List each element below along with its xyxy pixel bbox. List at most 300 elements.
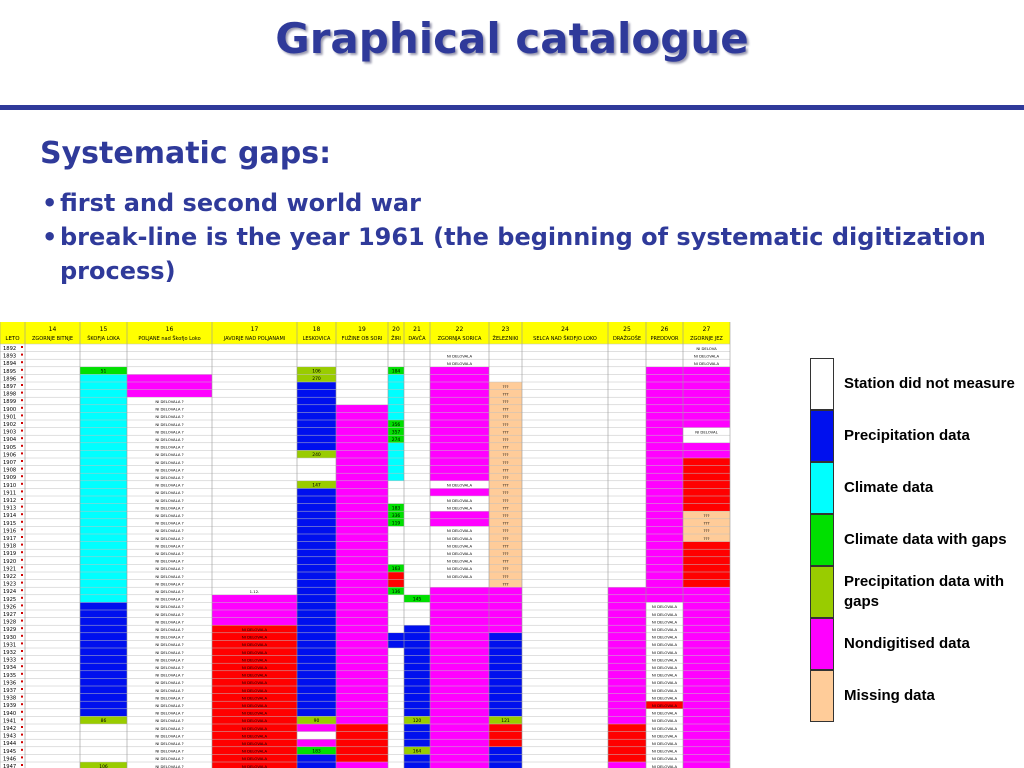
data-block-value: 164 — [412, 749, 422, 755]
year-label: 1900 — [3, 406, 17, 413]
cell-note: NI DELOVALA ? — [155, 718, 184, 724]
cell-note: NI DELOVALA — [241, 763, 268, 768]
cell-note: NI DELOVALA — [446, 361, 473, 366]
year-label: 1899 — [3, 399, 17, 406]
cell-note: ??? — [502, 414, 509, 420]
data-block-nondig — [297, 724, 336, 732]
cell-note: ??? — [502, 490, 509, 496]
data-block-value: 90 — [313, 719, 320, 725]
cell-note: NI DELOVALA ? — [155, 520, 184, 526]
data-block-nondig — [683, 587, 730, 716]
cell-note: NI DELOVALA — [446, 551, 473, 556]
data-block-red — [608, 724, 646, 762]
row-marker — [21, 376, 23, 378]
legend-swatch — [810, 618, 834, 670]
row-marker — [21, 498, 23, 500]
row-marker — [21, 445, 23, 447]
row-marker — [21, 468, 23, 470]
data-block-precip — [297, 754, 336, 768]
header-station-name: FUŽINE OB SORI — [341, 336, 383, 342]
cell-note: NI DELOVALA ? — [155, 467, 184, 473]
row-marker — [21, 756, 23, 758]
cell-note: NI DELOVALA ? — [155, 665, 184, 670]
legend-label: Climate data — [844, 479, 934, 496]
year-label: 1930 — [3, 634, 17, 641]
cell-note: NI DELOVALA — [651, 634, 678, 640]
year-label: 1929 — [3, 627, 17, 634]
row-marker — [21, 551, 23, 553]
cell-note: NI DELOVALA — [241, 687, 268, 693]
cell-note: ??? — [502, 383, 509, 389]
cell-note: NI DELOVALA — [651, 672, 678, 678]
row-marker — [21, 422, 23, 424]
cell-note: NI DELOVALA — [651, 710, 678, 716]
cell-note: NI DELOVA — [696, 345, 717, 351]
cell-note: NI DELOVALA ? — [155, 672, 184, 678]
cell-note: NI DELOVALA ? — [155, 703, 184, 708]
year-label: 1937 — [3, 688, 17, 694]
header-leto: LETO — [5, 336, 20, 342]
year-label: 1893 — [3, 353, 17, 360]
header-station-name: ŽIRI — [391, 336, 401, 342]
cell-note: ??? — [502, 581, 509, 587]
year-label: 1916 — [3, 528, 17, 535]
year-label: 1920 — [3, 558, 17, 565]
data-block-value: 106 — [99, 764, 108, 768]
year-label: 1919 — [3, 551, 17, 558]
data-block-value: 183 — [391, 506, 401, 512]
cell-note: 1.12. — [249, 589, 260, 594]
year-label: 1921 — [3, 566, 17, 573]
bullet-dot-icon: • — [42, 223, 58, 251]
cell-note: NI DELOVALA — [651, 665, 678, 670]
row-marker — [21, 749, 23, 751]
legend-swatch — [810, 670, 834, 722]
data-block-red — [683, 458, 730, 511]
cell-note: NI DELOVALA ? — [155, 581, 184, 587]
cell-note: NI DELOVALA ? — [155, 596, 184, 602]
cell-note: NI DELOVALA ? — [155, 528, 184, 534]
data-block-value: 106 — [312, 369, 321, 375]
year-label: 1898 — [3, 391, 17, 398]
header-station-name: LESKOVICA — [302, 336, 331, 342]
row-marker — [21, 536, 23, 538]
data-block-nondig — [430, 367, 489, 481]
year-label: 1943 — [3, 733, 17, 740]
row-marker — [21, 437, 23, 439]
data-block-value: 274 — [391, 438, 401, 443]
cell-note: NI DELOVALA — [651, 619, 678, 625]
cell-note: NI DELOVALA ? — [155, 475, 184, 480]
data-block-precip — [297, 382, 336, 450]
cell-note: ??? — [502, 399, 509, 404]
cell-note: NI DELOVALA ? — [155, 756, 184, 762]
cell-note: NI DELOVALA — [651, 642, 678, 648]
bullet-list — [42, 186, 1002, 288]
row-marker — [21, 764, 23, 766]
legend-label: Precipitation data with gaps — [844, 573, 1005, 610]
cell-note: NI DELOVALA — [651, 657, 678, 663]
data-block-nondig — [430, 488, 489, 496]
year-label: 1939 — [3, 703, 17, 710]
data-block-value: 336 — [391, 514, 401, 519]
cell-note: NI DELOVALA — [446, 528, 473, 534]
data-block-value: 163 — [391, 567, 401, 573]
cell-note: NI DELOVALA — [651, 604, 678, 610]
year-label: 1941 — [3, 718, 17, 725]
header-station-number: 21 — [413, 326, 421, 333]
row-marker — [21, 718, 23, 720]
cell-note: NI DELOVALA ? — [155, 399, 184, 404]
data-block-value: 120 — [412, 719, 422, 725]
bullet-item — [42, 186, 1002, 220]
header-station-number: 25 — [623, 326, 631, 333]
data-block-value: 357 — [391, 430, 401, 436]
data-block-value: 86 — [100, 719, 107, 725]
row-marker — [21, 635, 23, 637]
cell-note: NI DELOVALA — [651, 756, 678, 762]
cell-note: NI DELOVALA — [651, 703, 678, 708]
cell-note: NI DELOVALA ? — [155, 459, 184, 465]
row-marker — [21, 513, 23, 515]
year-label: 1927 — [3, 612, 17, 618]
year-label: 1910 — [3, 482, 17, 489]
cell-note: NI DELOVALA ? — [155, 406, 184, 412]
cell-note: NI DELOVALA ? — [155, 566, 184, 572]
year-label: 1933 — [3, 657, 17, 664]
cell-note: NI DELOVALA — [241, 710, 268, 716]
data-block-value: 121 — [501, 719, 510, 725]
section-heading: Systematic gaps: — [40, 136, 332, 171]
row-marker — [21, 711, 23, 713]
legend-swatch — [810, 514, 834, 566]
row-marker — [21, 726, 23, 728]
cell-note: NI DELOVALA ? — [155, 497, 184, 503]
data-block-value: 240 — [312, 453, 321, 459]
cell-note: NI DELOVALA ? — [155, 490, 184, 496]
year-label: 1894 — [3, 361, 17, 368]
cell-note: NI DELOVALA ? — [155, 733, 184, 739]
row-marker — [21, 452, 23, 454]
row-marker — [21, 506, 23, 508]
row-marker — [21, 407, 23, 409]
header-station-number: 14 — [48, 326, 57, 333]
cell-note: NI DELOVALA — [651, 695, 678, 701]
header-station-name: ŠKOFJA LOKA — [87, 336, 120, 342]
data-block-value: 147 — [312, 483, 321, 489]
legend-label: Missing data — [844, 687, 935, 704]
cell-note: ??? — [502, 513, 509, 518]
cell-note: NI DELOVALA — [651, 741, 678, 746]
row-marker — [21, 582, 23, 584]
row-marker — [21, 430, 23, 432]
cell-note: NI DELOVALA — [446, 353, 473, 359]
year-label: 1925 — [3, 596, 17, 603]
row-marker — [21, 521, 23, 523]
year-label: 1928 — [3, 619, 17, 626]
bullet-text: first and second world war — [60, 189, 421, 217]
cell-note: ??? — [502, 467, 509, 473]
cell-note: NI DELOVALA ? — [155, 551, 184, 556]
header-station-number: 27 — [702, 326, 711, 333]
cell-note: NI DELOVALA ? — [155, 589, 184, 594]
cell-note: NI DELOVALA ? — [155, 642, 184, 648]
header-station-number: 23 — [501, 326, 510, 333]
year-label: 1924 — [3, 589, 17, 596]
cell-note: NI DELOVALA ? — [155, 543, 184, 549]
data-block-nondig — [430, 587, 489, 768]
year-label: 1905 — [3, 444, 17, 451]
cell-note: NI DELOVAL — [695, 429, 718, 435]
row-marker — [21, 673, 23, 675]
cell-note: NI DELOVALA — [693, 361, 720, 366]
year-label: 1895 — [3, 368, 17, 375]
year-label: 1932 — [3, 650, 17, 656]
cell-note: NI DELOVALA — [651, 725, 678, 731]
cell-note: ??? — [502, 505, 509, 511]
cell-note: ??? — [703, 513, 710, 518]
header-station-name: SELCA NAD ŠKOFJO LOKO — [533, 336, 597, 342]
cell-note: NI DELOVALA ? — [155, 627, 184, 632]
year-label: 1917 — [3, 536, 17, 542]
cell-note: NI DELOVALA — [446, 566, 473, 572]
row-marker — [21, 597, 23, 599]
row-marker — [21, 665, 23, 667]
row-marker — [21, 741, 23, 743]
cell-note: NI DELOVALA ? — [155, 695, 184, 701]
cell-note: NI DELOVALA ? — [155, 414, 184, 420]
header-station-name: ZGORNJA SORICA — [437, 336, 482, 342]
data-block-nondig — [646, 367, 683, 603]
cell-note: ??? — [502, 459, 509, 465]
header-station-number: 18 — [312, 326, 321, 333]
cell-note: ??? — [502, 391, 509, 397]
cell-note: NI DELOVALA ? — [155, 558, 184, 564]
cell-note: NI DELOVALA — [651, 763, 678, 768]
data-block-red — [336, 724, 388, 762]
year-label: 1938 — [3, 695, 17, 702]
row-marker — [21, 361, 23, 363]
year-label: 1902 — [3, 422, 17, 428]
legend-swatch — [810, 566, 834, 618]
cell-note: NI DELOVALA — [651, 687, 678, 693]
cell-note: NI DELOVALA — [241, 695, 268, 701]
cell-note: NI DELOVALA — [241, 741, 268, 746]
header-station-number: 19 — [358, 326, 366, 333]
cell-note: NI DELOVALA ? — [155, 657, 184, 663]
year-label: 1936 — [3, 680, 17, 687]
cell-note: NI DELOVALA — [693, 353, 720, 359]
data-block-value: 136 — [391, 590, 401, 595]
bullet-item — [42, 220, 1002, 288]
cell-note: NI DELOVALA ? — [155, 452, 184, 458]
row-marker — [21, 574, 23, 576]
year-label: 1931 — [3, 642, 17, 649]
cell-note: NI DELOVALA — [651, 680, 678, 686]
data-block-precip — [489, 747, 522, 768]
cell-note: NI DELOVALA ? — [155, 573, 184, 579]
row-marker — [21, 475, 23, 477]
data-block-red — [489, 724, 522, 747]
cell-note: NI DELOVALA — [241, 733, 268, 739]
row-marker — [21, 369, 23, 371]
data-block-climate — [388, 443, 404, 481]
year-label: 1935 — [3, 672, 17, 679]
cell-note: NI DELOVALA ? — [155, 513, 184, 518]
cell-note: NI DELOVALA — [446, 505, 473, 511]
year-label: 1901 — [3, 414, 17, 421]
cell-note: ??? — [502, 482, 509, 488]
legend-swatch — [810, 462, 834, 514]
row-marker — [21, 642, 23, 644]
row-marker — [21, 627, 23, 629]
data-block-nondig — [127, 374, 212, 397]
year-label: 1913 — [3, 505, 17, 512]
header-station-name: POLJANE nad Škofjo Loko — [138, 336, 201, 342]
cell-note: NI DELOVALA — [651, 718, 678, 724]
cell-note: NI DELOVALA — [651, 627, 678, 632]
year-label: 1940 — [3, 710, 17, 717]
cell-note: NI DELOVALA — [446, 535, 473, 541]
cell-note: ??? — [502, 535, 509, 541]
title-divider — [0, 105, 1024, 110]
cell-note: NI DELOVALA ? — [155, 763, 184, 768]
cell-note: ??? — [502, 520, 509, 526]
header-station-number: 17 — [250, 326, 259, 333]
data-block-value: 356 — [391, 422, 401, 428]
cell-note: ??? — [502, 444, 509, 450]
row-marker — [21, 414, 23, 416]
year-label: 1918 — [3, 543, 17, 550]
row-marker — [21, 399, 23, 401]
row-marker — [21, 658, 23, 660]
cell-note: NI DELOVALA — [446, 573, 473, 579]
header-station-number: 15 — [99, 326, 108, 333]
cell-note: NI DELOVALA ? — [155, 649, 184, 655]
cell-note: NI DELOVALA — [241, 649, 268, 655]
data-block-value: 51 — [100, 369, 107, 375]
bullet-dot-icon: • — [42, 189, 58, 217]
cell-note: NI DELOVALA — [241, 672, 268, 678]
year-label: 1897 — [3, 384, 17, 390]
cell-note: NI DELOVALA — [446, 497, 473, 503]
header-station-number: 22 — [455, 326, 464, 333]
header-station-number: 26 — [660, 326, 669, 333]
row-marker — [21, 566, 23, 568]
row-marker — [21, 696, 23, 698]
cell-note: ??? — [502, 528, 509, 534]
catalogue-table-svg — [0, 322, 733, 768]
data-block-precip — [404, 724, 430, 747]
year-label: 1908 — [3, 467, 17, 474]
cell-note: NI DELOVALA ? — [155, 444, 184, 450]
header-station-number: 24 — [561, 326, 569, 333]
year-label: 1944 — [3, 741, 17, 748]
year-label: 1903 — [3, 429, 17, 436]
data-block-precip — [489, 633, 522, 717]
cell-note: NI DELOVALA — [241, 703, 268, 708]
row-marker — [21, 612, 23, 614]
row-marker — [21, 392, 23, 394]
cell-note: NI DELOVALA ? — [155, 710, 184, 716]
header-station-name: ŽELEZNIKI — [492, 336, 519, 342]
legend-swatch — [810, 410, 834, 462]
row-marker — [21, 680, 23, 682]
row-marker — [21, 354, 23, 356]
header-station-number: 20 — [392, 326, 400, 333]
row-marker — [21, 483, 23, 485]
cell-note: NI DELOVALA — [651, 649, 678, 655]
data-block-nondig — [608, 762, 646, 768]
year-label: 1907 — [3, 460, 17, 466]
row-marker — [21, 688, 23, 690]
row-marker — [21, 589, 23, 591]
data-block-nondig — [297, 739, 336, 747]
legend-label: Precipitation data — [844, 427, 970, 444]
cell-note: ??? — [502, 543, 509, 549]
year-label: 1926 — [3, 604, 17, 611]
row-marker — [21, 490, 23, 492]
cell-note: ??? — [502, 475, 509, 480]
legend-label: Nondigitised data — [844, 635, 970, 652]
slide-title: Graphical catalogue — [275, 14, 749, 63]
header-station-name: ZGORNJE BITNJE — [31, 336, 74, 342]
year-label: 1912 — [3, 498, 17, 504]
cell-note: NI DELOVALA ? — [155, 604, 184, 610]
cell-note: NI DELOVALA ? — [155, 748, 184, 754]
cell-note: ??? — [502, 452, 509, 458]
cell-note: NI DELOVALA — [241, 725, 268, 731]
year-label: 1892 — [3, 346, 17, 352]
row-marker — [21, 604, 23, 606]
cell-note: ??? — [502, 558, 509, 564]
legend-label: Station did not measure — [844, 375, 1015, 392]
data-block-climate — [80, 367, 127, 603]
year-label: 1922 — [3, 574, 17, 580]
year-label: 1923 — [3, 581, 17, 588]
cell-note: ??? — [502, 551, 509, 556]
data-block-precip — [80, 602, 127, 716]
cell-note: ??? — [502, 497, 509, 503]
row-marker — [21, 703, 23, 705]
header-station-name: PREDDVOR — [650, 336, 679, 342]
legend-swatch — [810, 358, 834, 410]
data-block-precip — [404, 754, 430, 768]
row-marker — [21, 346, 23, 348]
year-label: 1947 — [3, 764, 17, 768]
year-label: 1896 — [3, 376, 17, 383]
cell-note: NI DELOVALA — [651, 733, 678, 739]
data-block-value: 184 — [391, 369, 401, 375]
year-label: 1906 — [3, 452, 17, 459]
cell-note: NI DELOVALA ? — [155, 535, 184, 541]
cell-note: NI DELOVALA — [241, 665, 268, 670]
cell-note: NI DELOVALA — [446, 558, 473, 564]
year-label: 1914 — [3, 513, 17, 520]
cell-note: NI DELOVALA — [241, 642, 268, 648]
cell-note: NI DELOVALA ? — [155, 505, 184, 511]
cell-note: ??? — [502, 421, 509, 427]
year-label: 1909 — [3, 475, 17, 482]
data-block-value: 119 — [391, 521, 401, 527]
row-marker — [21, 734, 23, 736]
cell-note: NI DELOVALA ? — [155, 619, 184, 625]
catalogue-table — [0, 322, 733, 768]
cell-note: NI DELOVALA ? — [155, 687, 184, 693]
data-block-value: 145 — [412, 597, 422, 603]
data-block-value: 270 — [312, 377, 321, 383]
year-label: 1911 — [3, 490, 17, 497]
